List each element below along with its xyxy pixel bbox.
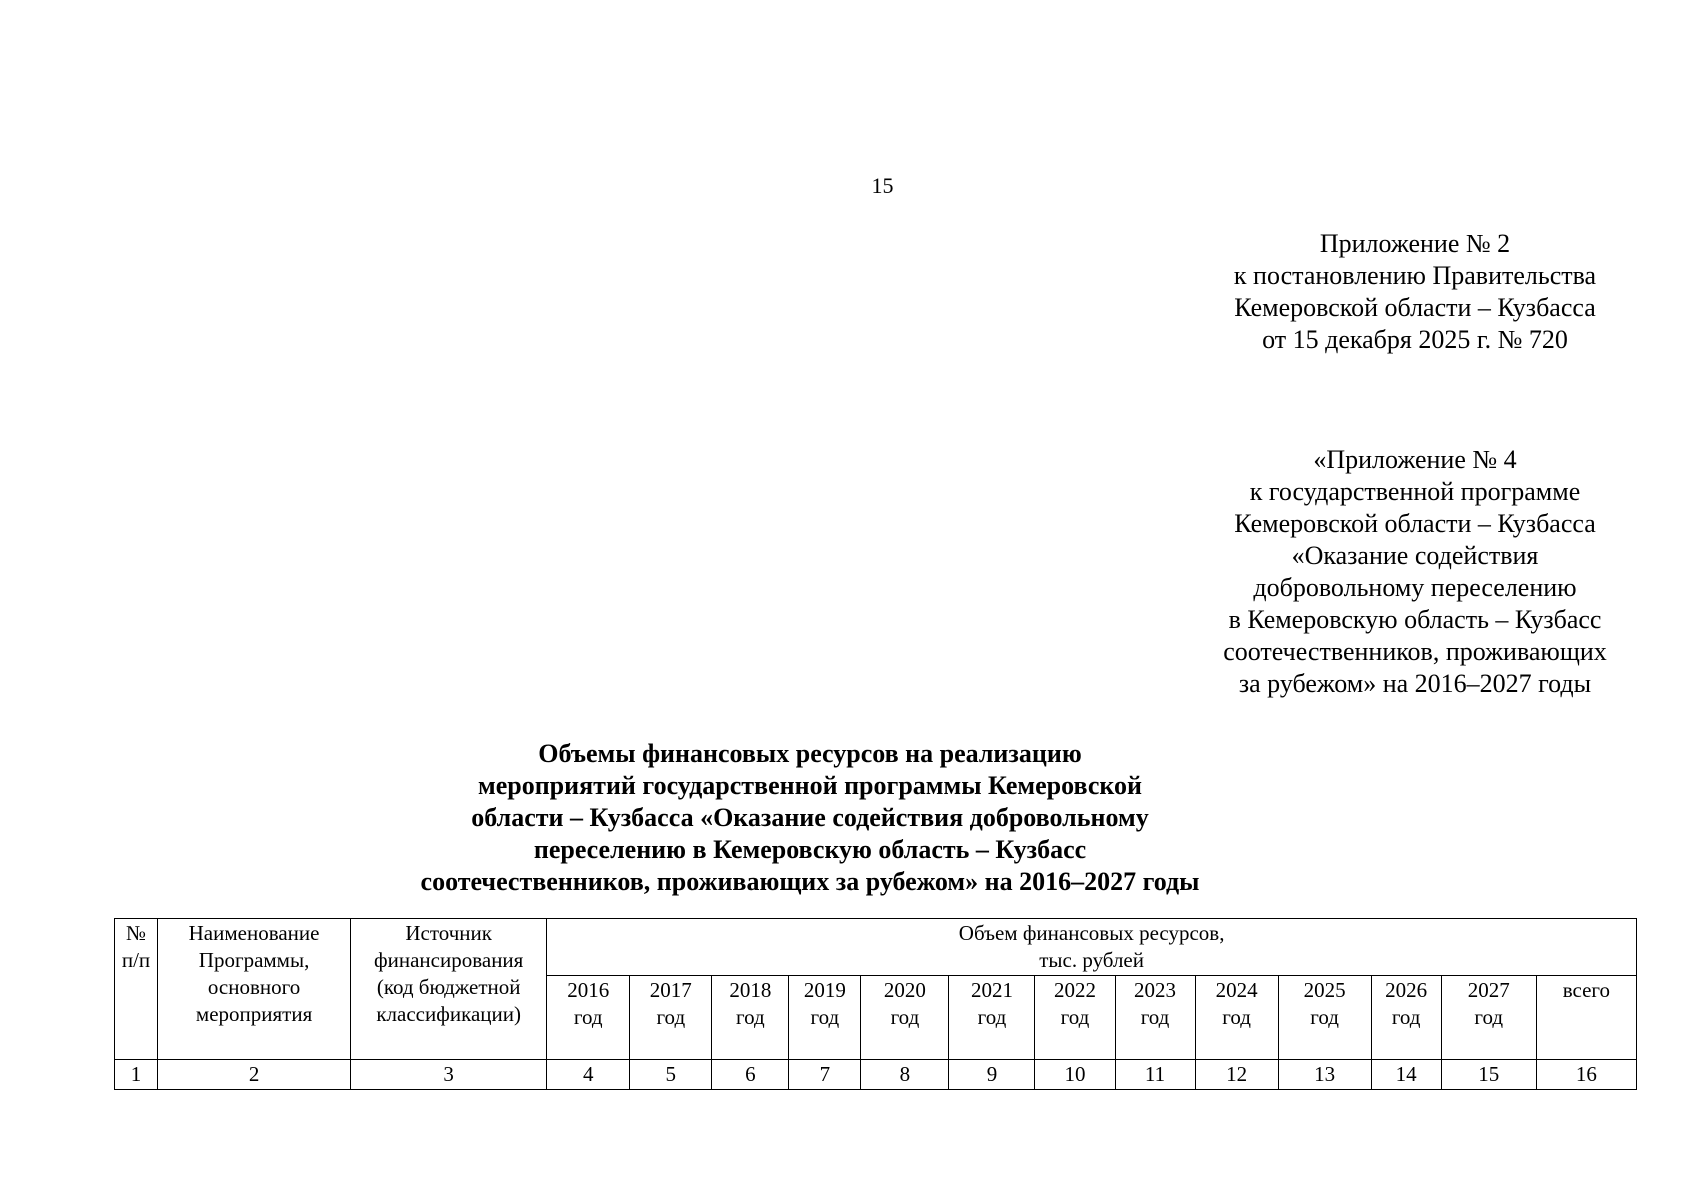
column-number-cell: 13	[1278, 1060, 1371, 1090]
year-unit: год	[890, 1005, 920, 1029]
header-cell-name: Наименование Программы, основного мероприятия	[158, 919, 351, 1060]
year-unit: год	[573, 1005, 603, 1029]
header-cell-year	[1195, 976, 1278, 1060]
annex-approval-line: от 15 декабря 2025 г. № 720	[1262, 325, 1568, 354]
table-column-numbers-row	[115, 1060, 1637, 1090]
annex-program-line: в Кемеровскую область – Кузбасс	[1228, 605, 1602, 634]
document-title-line: области – Кузбасса «Оказание содействия добровольному	[471, 803, 1149, 832]
annex-program-line: Кемеровской области – Кузбасса	[1234, 509, 1596, 538]
header-cell-year	[630, 976, 712, 1060]
document-title-line: Объемы финансовых ресурсов на реализацию	[538, 739, 1082, 768]
header-cell-total: всего	[1536, 976, 1636, 1060]
column-number-cell: 7	[789, 1060, 861, 1090]
year-label: 2017	[649, 978, 692, 1002]
annex-approval-line: к постановлению Правительства	[1233, 261, 1597, 290]
header-cell-source: Источник финансирования (код бюджетной классификации)	[351, 919, 547, 1060]
annex-approval-line: Кемеровской области – Кузбасса	[1234, 293, 1596, 322]
year-unit: год	[1222, 1005, 1251, 1029]
column-number-cell: 16	[1536, 1060, 1636, 1090]
year-unit: год	[810, 1005, 840, 1029]
financial-resources-table	[114, 918, 1637, 1090]
year-unit: год	[1391, 1005, 1421, 1029]
column-number-cell: 15	[1441, 1060, 1536, 1090]
column-number-cell: 14	[1371, 1060, 1441, 1090]
column-number-cell: 4	[547, 1060, 630, 1090]
annex-program-block	[1190, 444, 1640, 700]
annex-program-line: «Приложение № 4	[1313, 445, 1517, 474]
page-number: 15	[871, 173, 894, 198]
header-cell-year	[861, 976, 949, 1060]
year-unit: год	[977, 1005, 1007, 1029]
document-title-line: соотечественников, проживающих за рубежом» на 2016–2027 годы	[420, 867, 1200, 896]
header-cell-year	[1035, 976, 1115, 1060]
column-number-cell: 8	[861, 1060, 949, 1090]
header-volume-line: Объем финансовых ресурсов,	[958, 921, 1225, 945]
year-label: 2018	[729, 978, 772, 1002]
header-cell-year	[547, 976, 630, 1060]
column-number-cell: 9	[949, 1060, 1035, 1090]
year-label: 2027	[1467, 978, 1510, 1002]
column-number-cell: 11	[1115, 1060, 1195, 1090]
column-number-cell: 6	[712, 1060, 789, 1090]
year-unit: год	[1140, 1005, 1170, 1029]
year-unit: год	[736, 1005, 765, 1029]
header-volume-unit: тыс. рублей	[1039, 948, 1144, 972]
year-label: 2023	[1134, 978, 1177, 1002]
year-label: 2026	[1385, 978, 1428, 1002]
year-label: 2020	[883, 978, 926, 1002]
year-unit: год	[656, 1005, 686, 1029]
year-label: 2019	[803, 978, 846, 1002]
annex-program-line: соотечественников, проживающих	[1223, 637, 1607, 666]
annex-approval-block	[1190, 228, 1640, 356]
year-label: 2021	[970, 978, 1013, 1002]
year-unit: год	[1310, 1005, 1339, 1029]
column-number-cell: 3	[351, 1060, 547, 1090]
year-label: 2022	[1054, 978, 1096, 1002]
annex-program-line: «Оказание содействия	[1291, 541, 1539, 570]
year-label: 2024	[1215, 978, 1258, 1002]
header-cell-year	[1441, 976, 1536, 1060]
header-cell-year	[1278, 976, 1371, 1060]
header-cell-year	[949, 976, 1035, 1060]
header-cell-year	[789, 976, 861, 1060]
annex-program-line: к государственной программе	[1249, 477, 1581, 506]
year-label: 2016	[567, 978, 610, 1002]
header-cell-number: № п/п	[115, 919, 158, 1060]
header-cell-year	[1115, 976, 1195, 1060]
annex-program-line: добровольному переселению	[1253, 573, 1577, 602]
annex-approval-line: Приложение № 2	[1319, 229, 1511, 258]
column-number-cell: 12	[1195, 1060, 1278, 1090]
header-cell-year	[712, 976, 789, 1060]
annex-program-line: за рубежом» на 2016–2027 годы	[1238, 669, 1592, 698]
year-unit: год	[1474, 1005, 1504, 1029]
column-number-cell: 1	[115, 1060, 158, 1090]
document-title	[310, 738, 1310, 898]
document-title-line: мероприятий государственной программы Кемеровской	[477, 771, 1142, 800]
header-cell-volume	[547, 919, 1637, 976]
column-number-cell: 2	[158, 1060, 351, 1090]
document-title-line: переселению в Кемеровскую область – Кузбасс	[533, 835, 1087, 864]
column-number-cell: 5	[630, 1060, 712, 1090]
column-number-cell: 10	[1035, 1060, 1115, 1090]
table-header-row	[115, 919, 1637, 976]
year-label: 2025	[1303, 978, 1346, 1002]
header-cell-year	[1371, 976, 1441, 1060]
year-unit: год	[1060, 1005, 1090, 1029]
